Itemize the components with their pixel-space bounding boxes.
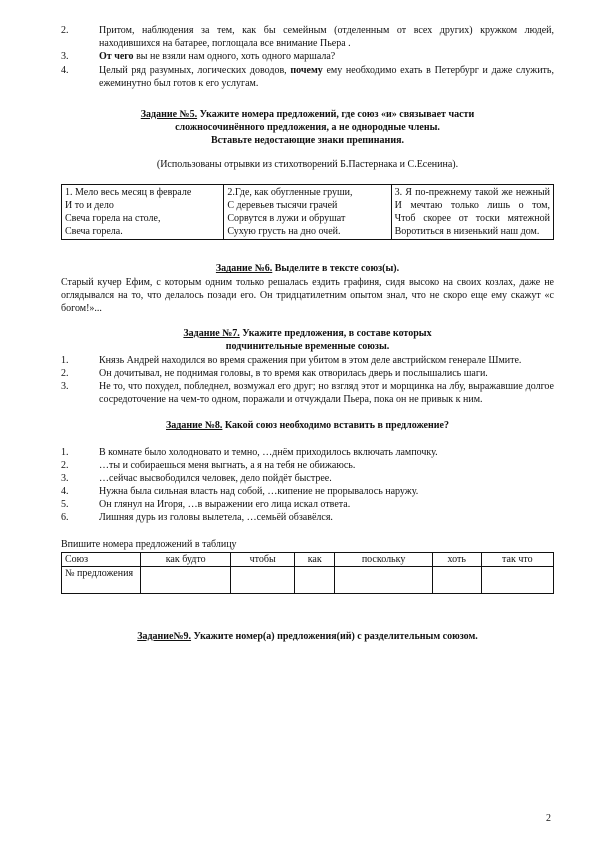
- item-text: Он дочитывал, не поднимая головы, в то время как отворилась дверь и послышались шаги.: [99, 367, 488, 379]
- list-item: [61, 50, 554, 63]
- item-bold-word: От чего: [99, 51, 134, 63]
- table-header-cell: так что: [481, 552, 553, 566]
- poem-line: 2.Где, как обугленные груши,: [227, 186, 353, 198]
- answer-cell[interactable]: [295, 567, 335, 594]
- item-number: 1.: [61, 446, 69, 458]
- poem-cell-1: [62, 184, 224, 240]
- item-number: 2.: [61, 367, 69, 379]
- poems-row: [62, 184, 554, 240]
- item-text-pre: Целый ряд разумных, логических доводов,: [99, 64, 291, 76]
- poem-line: Сорвутся в лужи и обрушат: [227, 213, 346, 225]
- item-number: 2.: [61, 459, 69, 471]
- task5-label: Задание №5.: [140, 108, 198, 120]
- conjunction-table: [61, 552, 554, 594]
- table-header-cell: Союз: [62, 552, 141, 566]
- poem-cell-2: [224, 184, 391, 240]
- poem-cell-3: [391, 184, 553, 240]
- task7-subtitle: подчинительные временные союзы.: [225, 341, 390, 353]
- poem-line: Воротиться в низенький наш дом.: [394, 226, 540, 238]
- item-number: 3.: [61, 51, 69, 63]
- answer-cell[interactable]: [481, 567, 553, 594]
- table-intro: Впишите номера предложений в таблицу: [61, 538, 237, 550]
- item-bold-word: почему: [290, 64, 323, 76]
- poem-line: Чтоб скорее от тоски мятежной: [394, 213, 550, 225]
- poem-line: 3. Я по-прежнему такой же нежный: [394, 186, 550, 198]
- answer-cell[interactable]: [141, 567, 231, 594]
- task7-label: Задание №7.: [183, 328, 240, 340]
- item-text: В комнате было холодновато и темно, …днём приходилось включать лампочку.: [99, 446, 438, 458]
- task5-title: [61, 108, 554, 134]
- table-row-label: № предложения: [62, 567, 141, 594]
- item-number: 4.: [61, 64, 69, 76]
- list-item: [61, 24, 554, 50]
- document-page: [61, 24, 554, 643]
- item-text: Лишняя дурь из головы вылетела, …семьёй обзавёлся.: [99, 512, 333, 524]
- list-item: [61, 472, 554, 485]
- answer-cell[interactable]: [231, 567, 295, 594]
- task5-source: (Использованы отрывки из стихотворений Б.Пастернака и С.Есенина).: [156, 158, 459, 170]
- table-header-cell: хоть: [432, 552, 481, 566]
- item-text: …сейчас высвободился человек, дело пойдёт быстрее.: [99, 472, 332, 484]
- list-item: [61, 511, 554, 524]
- task7-title: [61, 327, 554, 340]
- item-number: 3.: [61, 380, 69, 392]
- list-item: [61, 498, 554, 511]
- item-text: Князь Андрей находился во время сражения при убитом в этом деле австрийском генерале Шмите.: [99, 354, 522, 366]
- task6-label: Задание №6.: [215, 263, 273, 275]
- item-number: 6.: [61, 512, 69, 524]
- item-number: 3.: [61, 472, 69, 484]
- poem-line: С деревьев тысячи грачей: [227, 199, 338, 211]
- table-header-row: [62, 552, 554, 566]
- poem-line: Сухую грусть на дно очей.: [227, 226, 341, 238]
- task6-title-text: Выделите в тексте союз(ы).: [272, 263, 400, 275]
- list-item: [61, 367, 554, 380]
- item-number: 5.: [61, 499, 69, 511]
- page-number: 2: [546, 813, 551, 824]
- answer-cell[interactable]: [335, 567, 432, 594]
- item-text: …ты и собираешься меня выгнать, а я на тебя не обижаюсь.: [99, 459, 356, 471]
- poem-line: Свеча горела на столе,: [65, 213, 161, 225]
- item-number: 1.: [61, 354, 69, 366]
- list-item: [61, 485, 554, 498]
- item-text: Нужна была сильная власть над собой, …кипение не прорывалось наружу.: [99, 486, 419, 498]
- list-item: [61, 459, 554, 472]
- table-answer-row: [62, 567, 554, 594]
- item-text: [99, 64, 554, 90]
- poem-line: Свеча горела.: [65, 226, 123, 238]
- task8-title-text: Какой союз необходимо вставить в предложение?: [222, 420, 449, 432]
- poems-table: [61, 184, 554, 241]
- poem-line: И то и дело: [65, 199, 114, 211]
- poem-line: И мечтаю только лишь о том,: [394, 199, 550, 211]
- item-text: Он глянул на Игоря, …в выражении его лица искал ответа.: [99, 499, 351, 511]
- item-text: Притом, наблюдения за тем, как бы семейным (отделенным от всех других) кружком людей, находившихся на батарее, поглощала все внимание Пьера .: [99, 25, 554, 50]
- task9-title-text: Укажите номер(а) предложения(ий) с разделительным союзом.: [191, 631, 478, 642]
- answer-cell[interactable]: [432, 567, 481, 594]
- task6-text: Старый кучер Ефим, с которым одним только решалась ездить графиня, сидя высоко на своих козлах, даже не оглядывался на то, что делалось позади его. Он тридцатилетним опытом знал, что не скоро еще ему скажут «с богом!»...: [61, 276, 554, 314]
- task8-label: Задание №8.: [166, 420, 223, 432]
- list-item: [61, 64, 554, 90]
- task5-subtitle: Вставьте недостающие знаки препинания.: [211, 135, 404, 147]
- task8-title: [61, 419, 554, 432]
- item-text-post: ему необходимо ехать в Петербург и даже служить, ежеминутно был готов к его услугам.: [99, 64, 554, 89]
- task9-title: [61, 630, 554, 643]
- list-item: [61, 380, 554, 406]
- task7-title-text: Укажите предложения, в составе которых: [239, 328, 432, 340]
- item-text: Не то, что похудел, побледнел, возмужал его друг; но взгляд этот и морщинка на лбу, выражавшие долгое сосредоточение на чем-то одном, поражали и отчуждали Пьера, пока он не привык к ним.: [99, 380, 554, 406]
- table-header-cell: как будто: [141, 552, 231, 566]
- task5-title-text: Укажите номера предложений, где союз «и» связывает части сложносочинённого предложения, а не однородные члены.: [175, 108, 475, 134]
- list-item: [61, 354, 554, 367]
- poem-line: 1. Мело весь месяц в феврале: [65, 186, 192, 198]
- item-number: 2.: [61, 25, 69, 36]
- item-text-rest: вы не взяли нам одного, хоть одного маршала?: [133, 51, 336, 63]
- task9-label: Задание№9.: [137, 631, 192, 642]
- list-item: [61, 446, 554, 459]
- table-header-cell: как: [295, 552, 335, 566]
- table-header-cell: чтобы: [231, 552, 295, 566]
- item-number: 4.: [61, 486, 69, 498]
- item-text: [99, 50, 554, 63]
- task6-title: [61, 262, 554, 275]
- table-header-cell: поскольку: [335, 552, 432, 566]
